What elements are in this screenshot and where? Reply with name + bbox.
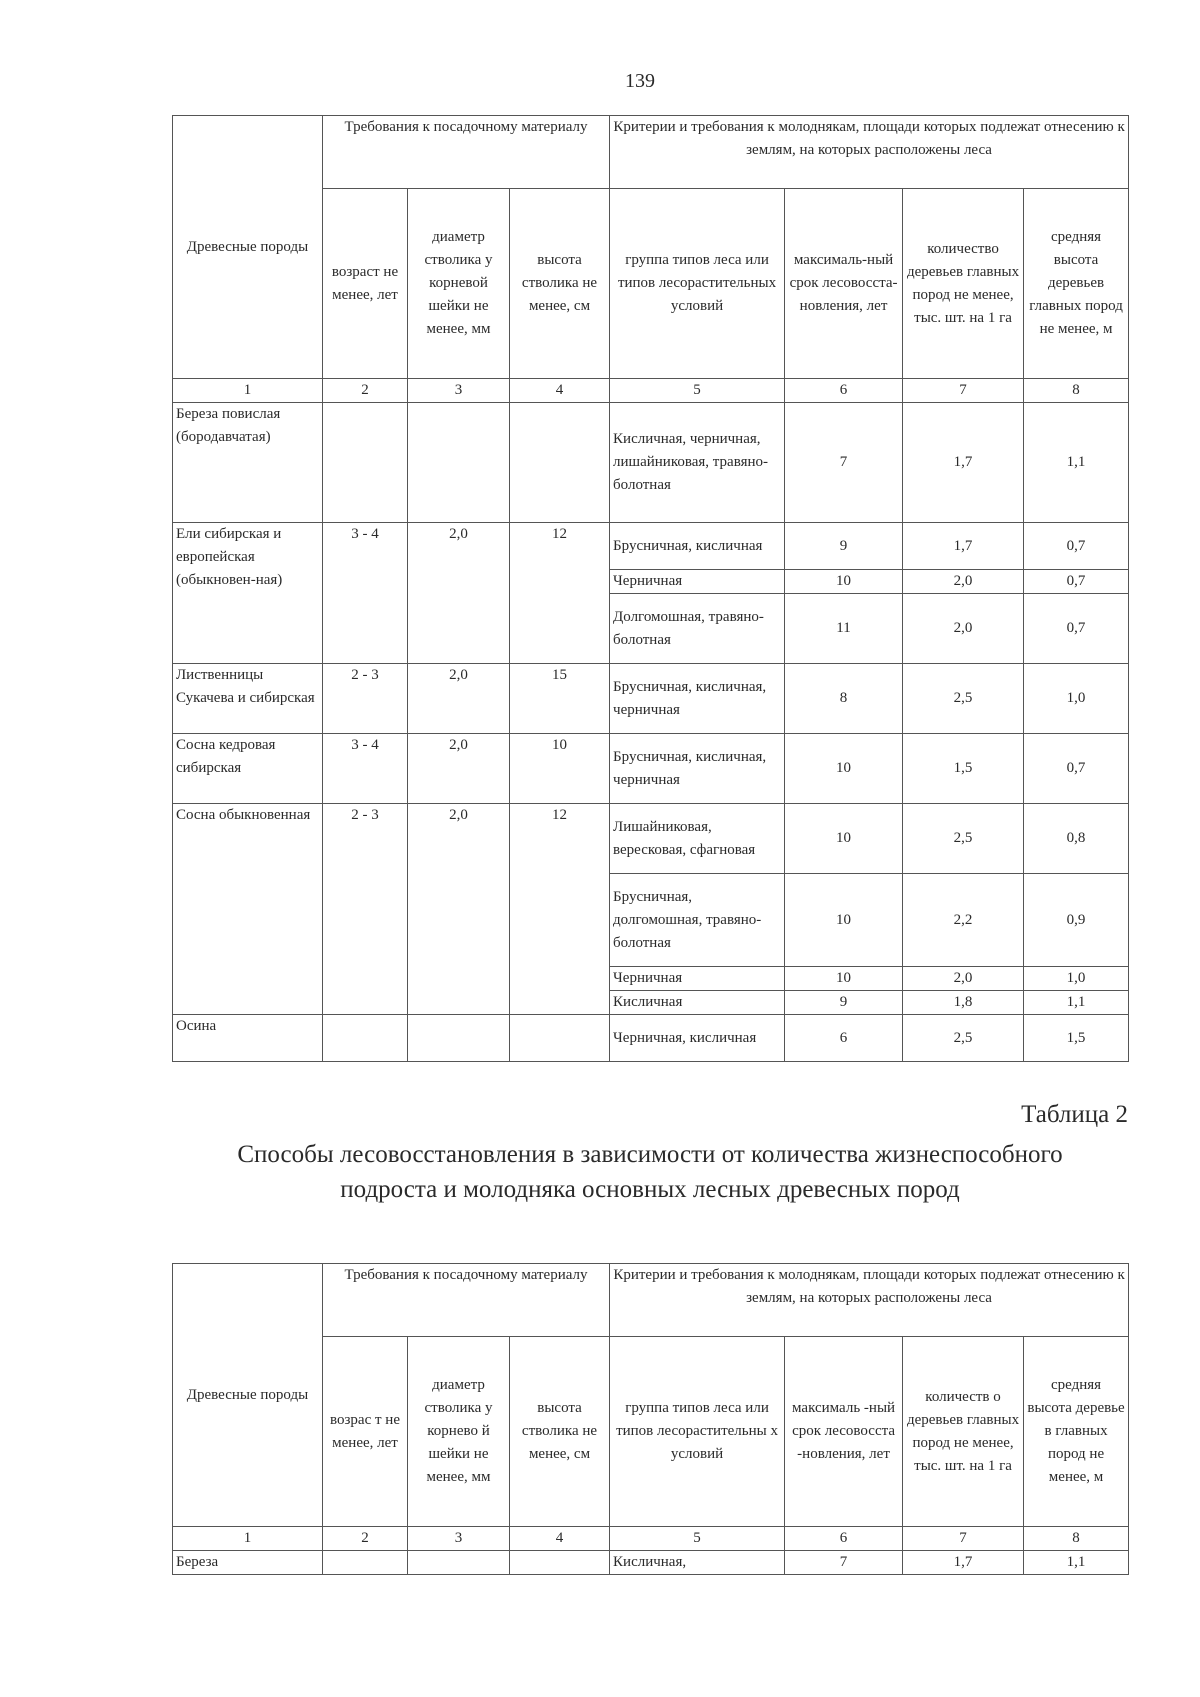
forest-type-cell: Черничная (610, 570, 785, 594)
height-cell: 10 (510, 734, 610, 804)
avg-height-cell: 1,0 (1024, 664, 1129, 734)
species-cell: Ели сибирская и европейская (обыкновен-ная) (173, 523, 323, 664)
term-cell: 9 (785, 523, 903, 570)
diameter-cell: 2,0 (408, 664, 510, 734)
count-cell: 2,5 (903, 1015, 1024, 1062)
avg-height-cell: 0,7 (1024, 594, 1129, 664)
col-number: 7 (903, 379, 1024, 403)
forest-type-cell: Кисличная (610, 991, 785, 1015)
col-number: 4 (510, 379, 610, 403)
avg-height-cell: 1,1 (1024, 403, 1129, 523)
count-cell: 1,8 (903, 991, 1024, 1015)
term-cell: 9 (785, 991, 903, 1015)
col-number: 3 (408, 379, 510, 403)
count-cell: 2,5 (903, 804, 1024, 874)
age-cell (323, 1015, 408, 1062)
avg-height-cell: 0,7 (1024, 570, 1129, 594)
species-cell: Лиственницы Сукачева и сибирская (173, 664, 323, 734)
count-cell: 1,7 (903, 403, 1024, 523)
table-row (173, 523, 1129, 570)
age-cell: 3 - 4 (323, 734, 408, 804)
term-cell: 7 (785, 1551, 903, 1575)
avg-height-cell: 0,8 (1024, 804, 1129, 874)
count-cell: 1,5 (903, 734, 1024, 804)
count-cell: 1,7 (903, 523, 1024, 570)
forest-type-cell: Брусничная, кисличная (610, 523, 785, 570)
table-row (173, 664, 1129, 734)
table-row (173, 804, 1129, 874)
header-max-term: максималь -ный срок лесовосста -новления, лет (785, 1337, 903, 1527)
col-number: 5 (610, 1527, 785, 1551)
forest-type-cell: Брусничная, кисличная, черничная (610, 734, 785, 804)
count-cell: 2,2 (903, 874, 1024, 967)
species-cell: Береза повислая (бородавчатая) (173, 403, 323, 523)
term-cell: 10 (785, 804, 903, 874)
term-cell: 10 (785, 967, 903, 991)
species-cell: Сосна обыкновенная (173, 804, 323, 1015)
forest-type-cell: Брусничная, долгомошная, травяно-болотная (610, 874, 785, 967)
col-number: 8 (1024, 1527, 1129, 1551)
forest-type-cell: Черничная, кисличная (610, 1015, 785, 1062)
col-number: 2 (323, 1527, 408, 1551)
term-cell: 8 (785, 664, 903, 734)
header-tree-count: количество деревьев главных пород не менее, тыс. шт. на 1 га (903, 189, 1024, 379)
term-cell: 7 (785, 403, 903, 523)
col-number: 1 (173, 1527, 323, 1551)
term-cell: 10 (785, 570, 903, 594)
avg-height-cell: 1,5 (1024, 1015, 1129, 1062)
header-age: возраст не менее, лет (323, 189, 408, 379)
header-max-term: максималь-ный срок лесовосста-новления, лет (785, 189, 903, 379)
species-cell: Сосна кедровая сибирская (173, 734, 323, 804)
col-number: 3 (408, 1527, 510, 1551)
header-age: возрас т не менее, лет (323, 1337, 408, 1527)
avg-height-cell: 0,7 (1024, 734, 1129, 804)
reforestation-methods-table (172, 1263, 1129, 1575)
height-cell (510, 403, 610, 523)
table-number-label: Таблица 2 (1021, 1101, 1128, 1128)
col-number: 4 (510, 1527, 610, 1551)
forest-requirements-table (172, 115, 1129, 1062)
avg-height-cell: 1,1 (1024, 991, 1129, 1015)
diameter-cell (408, 403, 510, 523)
forest-type-cell: Лишайниковая, вересковая, сфагновая (610, 804, 785, 874)
header-diameter: диаметр стволика у корнево й шейки не менее, мм (408, 1337, 510, 1527)
height-cell: 12 (510, 804, 610, 1015)
avg-height-cell: 0,7 (1024, 523, 1129, 570)
table-row (173, 734, 1129, 804)
count-cell: 2,0 (903, 594, 1024, 664)
header-forest-type: группа типов леса или типов лесорастительных условий (610, 189, 785, 379)
table-row (173, 1015, 1129, 1062)
avg-height-cell: 0,9 (1024, 874, 1129, 967)
col-number: 7 (903, 1527, 1024, 1551)
table-row (173, 403, 1129, 523)
header-species: Древесные породы (173, 116, 323, 379)
term-cell: 10 (785, 734, 903, 804)
age-cell (323, 1551, 408, 1575)
age-cell: 2 - 3 (323, 804, 408, 1015)
age-cell: 3 - 4 (323, 523, 408, 664)
header-tree-count: количеств о деревьев главных пород не менее, тыс. шт. на 1 га (903, 1337, 1024, 1527)
avg-height-cell: 1,0 (1024, 967, 1129, 991)
species-cell: Осина (173, 1015, 323, 1062)
avg-height-cell: 1,1 (1024, 1551, 1129, 1575)
species-cell: Береза (173, 1551, 323, 1575)
page-number: 139 (625, 70, 655, 92)
header-species: Древесные породы (173, 1264, 323, 1527)
diameter-cell: 2,0 (408, 734, 510, 804)
count-cell: 2,0 (903, 967, 1024, 991)
height-cell (510, 1015, 610, 1062)
header-diameter: диаметр стволика у корневой шейки не менее, мм (408, 189, 510, 379)
header-planting-material: Требования к посадочному материалу (323, 1264, 610, 1337)
header-young-stand-criteria: Критерии и требования к молоднякам, площади которых подлежат отнесению к землям, на которых расположены леса (610, 1264, 1129, 1337)
forest-type-cell: Кисличная, (610, 1551, 785, 1575)
diameter-cell (408, 1551, 510, 1575)
col-number: 2 (323, 379, 408, 403)
forest-type-cell: Черничная (610, 967, 785, 991)
table-title: Способы лесовосстановления в зависимости от количества жизнеспособного подроста и молодняка основных лесных древесных пород (237, 1141, 1063, 1203)
height-cell (510, 1551, 610, 1575)
col-number: 5 (610, 379, 785, 403)
header-height: высота стволика не менее, см (510, 1337, 610, 1527)
header-planting-material: Требования к посадочному материалу (323, 116, 610, 189)
count-cell: 1,7 (903, 1551, 1024, 1575)
diameter-cell: 2,0 (408, 523, 510, 664)
table-row (173, 1551, 1129, 1575)
col-number: 8 (1024, 379, 1129, 403)
header-height: высота стволика не менее, см (510, 189, 610, 379)
header-avg-height: средняя высота деревье в главных пород не менее, м (1024, 1337, 1129, 1527)
header-forest-type: группа типов леса или типов лесорастительны х условий (610, 1337, 785, 1527)
term-cell: 11 (785, 594, 903, 664)
term-cell: 10 (785, 874, 903, 967)
term-cell: 6 (785, 1015, 903, 1062)
forest-type-cell: Брусничная, кисличная, черничная (610, 664, 785, 734)
col-number: 6 (785, 379, 903, 403)
forest-type-cell: Долгомошная, травяно-болотная (610, 594, 785, 664)
count-cell: 2,5 (903, 664, 1024, 734)
height-cell: 15 (510, 664, 610, 734)
header-young-stand-criteria: Критерии и требования к молоднякам, площади которых подлежат отнесению к землям, на которых расположены леса (610, 116, 1129, 189)
height-cell: 12 (510, 523, 610, 664)
diameter-cell: 2,0 (408, 804, 510, 1015)
col-number: 1 (173, 379, 323, 403)
forest-type-cell: Кисличная, черничная, лишайниковая, травяно-болотная (610, 403, 785, 523)
header-avg-height: средняя высота деревьев главных пород не менее, м (1024, 189, 1129, 379)
age-cell: 2 - 3 (323, 664, 408, 734)
diameter-cell (408, 1015, 510, 1062)
col-number: 6 (785, 1527, 903, 1551)
count-cell: 2,0 (903, 570, 1024, 594)
age-cell (323, 403, 408, 523)
